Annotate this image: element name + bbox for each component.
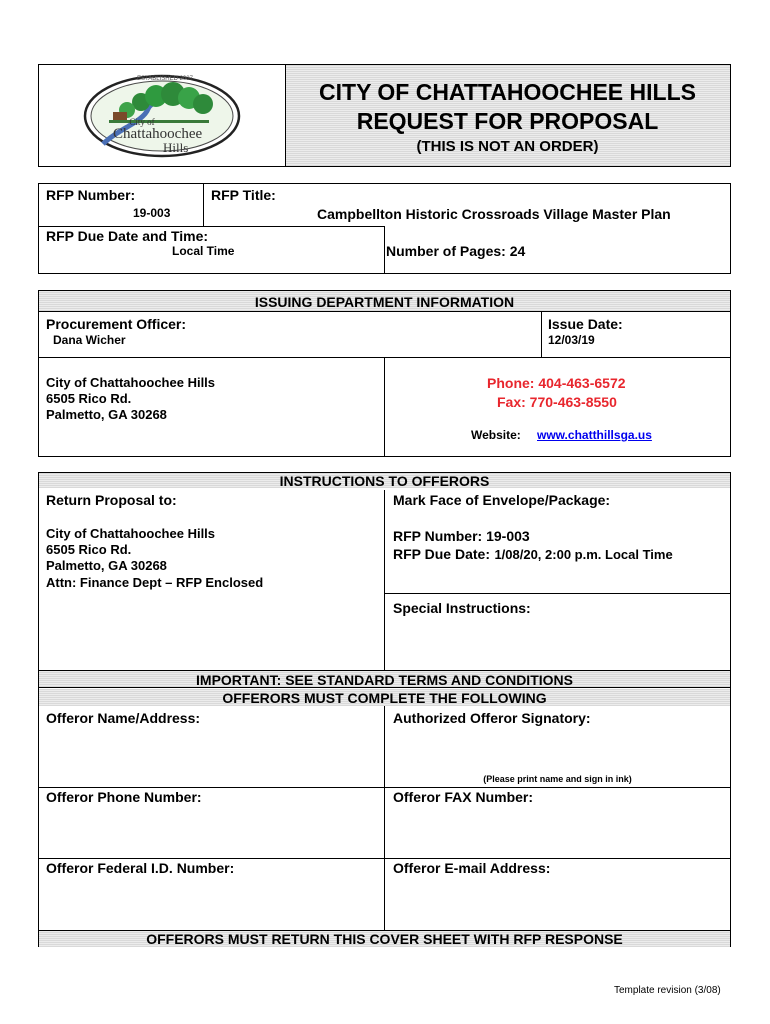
- issue-date-value: 12/03/19: [548, 333, 595, 347]
- rfp-due-label: RFP Due Date and Time:: [46, 228, 209, 244]
- logo-text-line2: Chattahoochee: [113, 126, 203, 142]
- important-terms-text: IMPORTANT: SEE STANDARD TERMS AND CONDITIONS: [196, 672, 573, 688]
- logo-established-text: ESTABLISHED 2007: [137, 76, 193, 82]
- instructions-heading: INSTRUCTIONS TO OFFERORS: [279, 473, 490, 489]
- header-title-2: REQUEST FOR PROPOSAL: [356, 108, 659, 134]
- issuing-address-line2: 6505 Rico Rd.: [46, 391, 132, 406]
- issuing-fax: Fax: 770-463-8550: [497, 394, 617, 410]
- issuing-heading: ISSUING DEPARTMENT INFORMATION: [254, 294, 515, 310]
- logo-text-line1: City of: [129, 117, 155, 127]
- offeror-email-label: Offeror E-mail Address:: [393, 860, 551, 876]
- offeror-fax-label: Offeror FAX Number:: [393, 789, 534, 805]
- website-label: Website:: [471, 428, 521, 442]
- rfp-number-value: 19-003: [133, 206, 171, 220]
- mark-rfp-due: [393, 546, 673, 564]
- rfp-divider-h1: [38, 226, 385, 227]
- header-subtitle: (THIS IS NOT AN ORDER): [416, 138, 599, 155]
- offeror-federal-id-label: Offeror Federal I.D. Number:: [46, 860, 235, 876]
- issuing-divider-v2: [384, 357, 385, 457]
- return-address-line2: 6505 Rico Rd.: [46, 542, 132, 557]
- rfp-number-label: RFP Number:: [46, 187, 136, 203]
- must-complete-text: OFFERORS MUST COMPLETE THE FOLLOWING: [222, 690, 547, 706]
- mark-envelope-label: Mark Face of Envelope/Package:: [393, 492, 611, 508]
- offeror-signatory-label: Authorized Offeror Signatory:: [393, 710, 591, 726]
- rfp-pages-label: Number of Pages: 24: [386, 243, 526, 259]
- issuing-address-line3: Palmetto, GA 30268: [46, 407, 167, 422]
- logo-text-line3: Hills: [163, 140, 189, 155]
- return-proposal-label: Return Proposal to:: [46, 492, 177, 508]
- instructions-divider-h1: [384, 593, 731, 594]
- instructions-divider-v: [384, 490, 385, 670]
- return-address-line4: Attn: Finance Dept – RFP Enclosed: [46, 575, 264, 590]
- rfp-due-value: Local Time: [172, 244, 235, 258]
- return-cover-text: OFFERORS MUST RETURN THIS COVER SHEET WITH RFP RESPONSE: [146, 931, 623, 947]
- offeror-name-label: Offeror Name/Address:: [46, 710, 201, 726]
- template-revision: Template revision (3/08): [614, 985, 721, 996]
- offeror-divider-h2: [38, 858, 731, 859]
- rfp-title-label: RFP Title:: [211, 187, 276, 203]
- offeror-phone-label: Offeror Phone Number:: [46, 789, 202, 805]
- rfp-divider-v2: [384, 226, 385, 274]
- mark-rfp-due-value: 1/08/20, 2:00 p.m. Local Time: [494, 547, 673, 562]
- rfp-divider-v1: [203, 183, 204, 226]
- header-title-1: CITY OF CHATTAHOOCHEE HILLS: [319, 79, 696, 105]
- procurement-officer-value: Dana Wicher: [53, 333, 126, 347]
- return-address-line1: City of Chattahoochee Hills: [46, 526, 216, 541]
- signatory-note: (Please print name and sign in ink): [483, 774, 632, 784]
- website-link[interactable]: www.chatthillsga.us: [537, 428, 652, 442]
- issuing-address-line1: City of Chattahoochee Hills: [46, 375, 216, 390]
- offeror-divider-v: [384, 706, 385, 930]
- return-address-line3: Palmetto, GA 30268: [46, 558, 167, 573]
- mark-rfp-due-label: RFP Due Date:: [393, 546, 490, 562]
- rfp-title-value: Campbellton Historic Crossroads Village Master Plan: [317, 206, 671, 222]
- issue-date-label: Issue Date:: [548, 316, 623, 332]
- special-instructions-label: Special Instructions:: [393, 600, 531, 616]
- offeror-divider-h1: [38, 787, 731, 788]
- issuing-phone: Phone: 404-463-6572: [487, 375, 626, 391]
- issuing-divider-v1: [541, 312, 542, 357]
- procurement-officer-label: Procurement Officer:: [46, 316, 187, 332]
- mark-rfp-number: RFP Number: 19-003: [393, 528, 530, 544]
